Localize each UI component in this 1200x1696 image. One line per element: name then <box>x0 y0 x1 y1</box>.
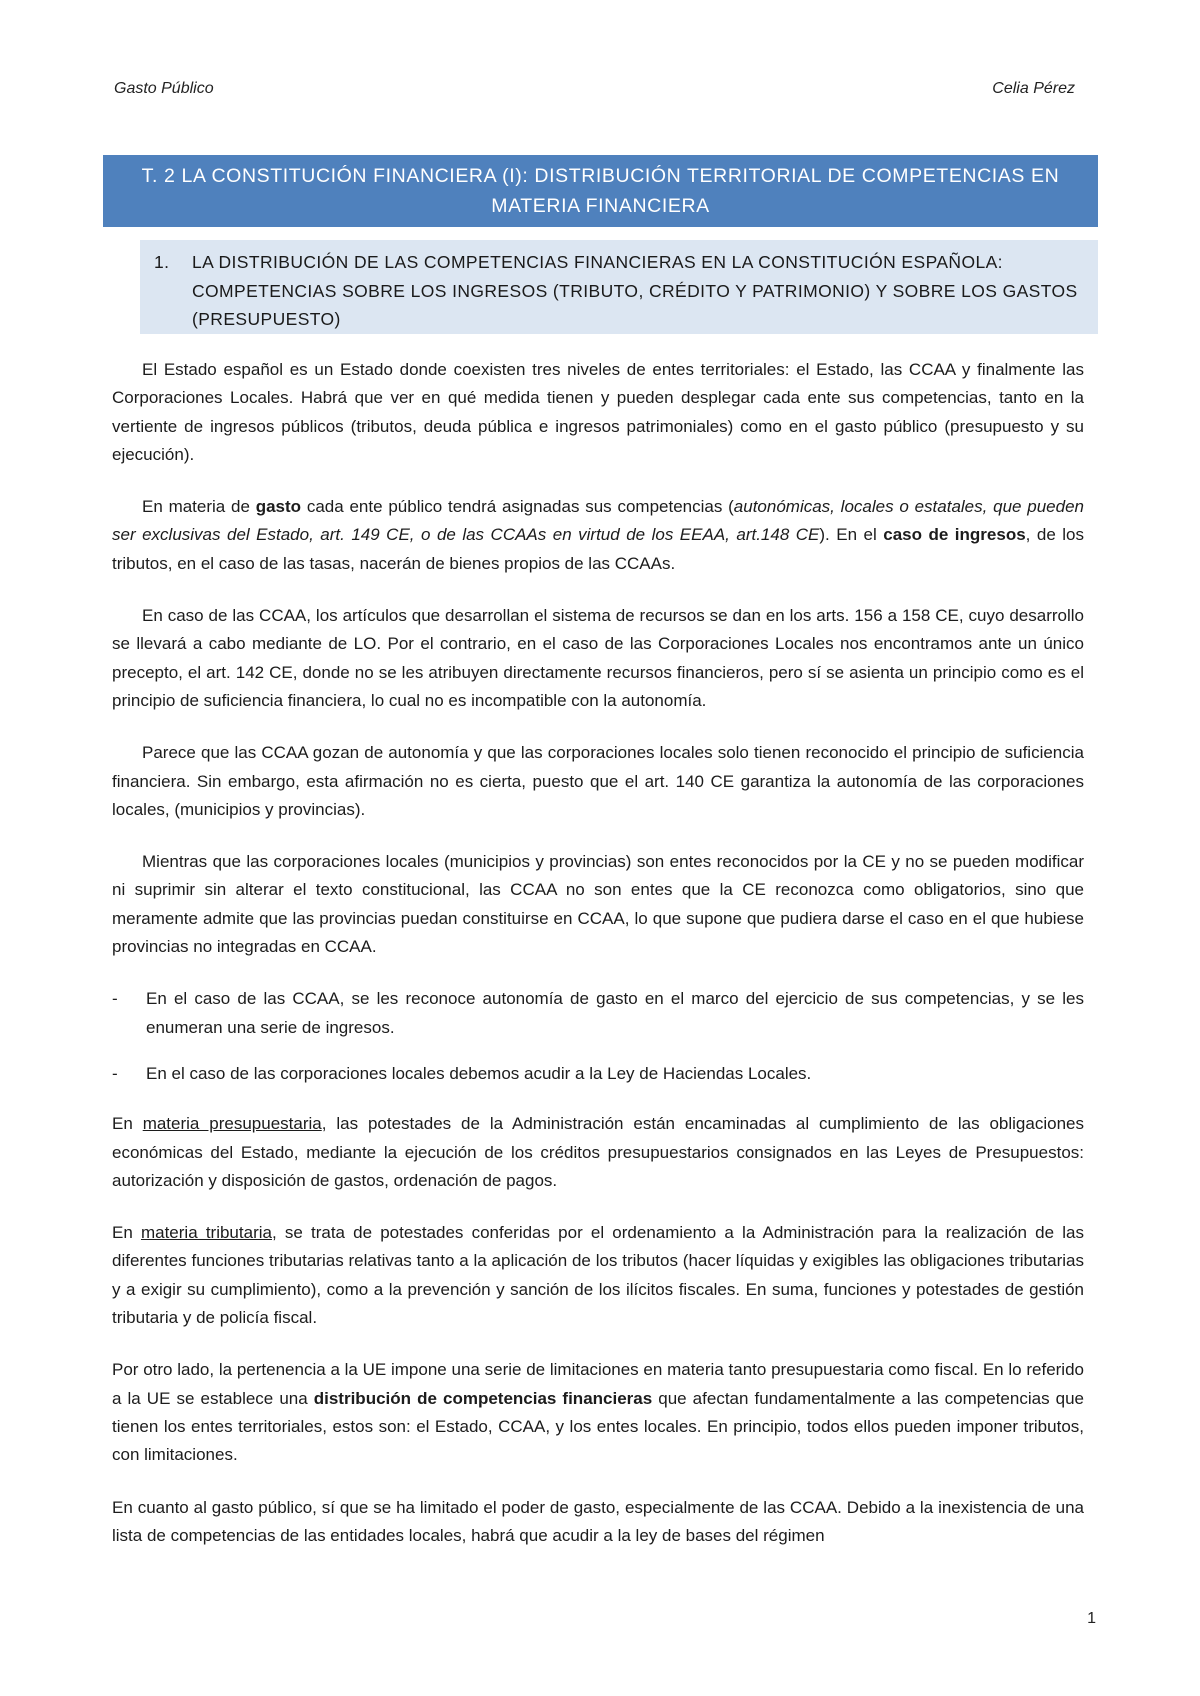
list-item-text: En el caso de las CCAA, se les reconoce autonomía de gasto en el marco del ejercicio de sus competencias, y se les enumeran una serie de ingresos. <box>146 989 1084 1037</box>
header-left: Gasto Público <box>114 80 214 97</box>
document-body <box>112 356 1084 1574</box>
text-run: que afectan fundamentalmente a las competencias que tienen los entes territoriales, estos son: el Estado, CCAA, y los entes locales. En principio, todos ellos pueden imponer tributos, con limitaciones. <box>112 1388 1084 1465</box>
text-run: En <box>112 1223 141 1243</box>
underlined-run: materia presupuestaria <box>142 1114 322 1134</box>
text-run: cada ente público tendrá asignadas sus competencias ( <box>301 497 734 517</box>
paragraph: En cuanto al gasto público, sí que se ha limitado el poder de gasto, especialmente de las CCAA. Debido a la inexistencia de una lista de competencias de las entidades locales, habrá que acudir a la ley de bases del régimen <box>112 1497 1084 1545</box>
paragraph: El Estado español es un Estado donde coexisten tres niveles de entes territoriales: el Estado, las CCAA y finalmente las Corporaciones Locales. Habrá que ver en qué medida tienen y pueden desplegar cada ente sus competencias, tanto en la vertiente de ingresos públicos (tributos, deuda pública e ingresos patrimoniales) como en el gasto público (presupuesto y su ejecución). <box>112 360 1084 464</box>
text-run: , las potestades de la Administración están encaminadas al cumplimiento de las obligaciones económicas del Estado, mediante la ejecución de los créditos presupuestarios consignados en las Leyes de Presupuestos: autorización y disposición de gastos, ordenación de pagos. <box>112 1114 1084 1190</box>
chapter-title-text: T. 2 LA CONSTITUCIÓN FINANCIERA (I): DISTRIBUCIÓN TERRITORIAL DE COMPETENCIAS EN MATERIA FINANCIERA <box>141 165 1060 217</box>
paragraph <box>112 493 1084 578</box>
list-item-text: En el caso de las corporaciones locales debemos acudir a la Ley de Haciendas Locales. <box>146 1063 812 1083</box>
paragraph <box>112 1356 1084 1469</box>
paragraph: Parece que las CCAA gozan de autonomía y que las corporaciones locales solo tienen reconocido el principio de suficiencia financiera. Sin embargo, esta afirmación no es cierta, puesto que el art. 140 CE garantiza la autonomía de las corporaciones locales, (municipios y provincias). <box>112 743 1084 819</box>
text-run: En materia de <box>142 497 256 517</box>
header-right: Celia Pérez <box>992 80 1075 97</box>
paragraph: En caso de las CCAA, los artículos que desarrollan el sistema de recursos se dan en los arts. 156 a 158 CE, cuyo desarrollo se llevará a cabo mediante de LO. Por el contrario, en el caso de las Corporaciones Locales nos encontramos ante un único precepto, el art. 142 CE, donde no se les atribuyen directamente recursos financieros, pero sí se asienta un principio como es el principio de suficiencia financiera, lo cual no es incompatible con la autonomía. <box>112 606 1084 710</box>
bullet-dash: - <box>112 989 118 1009</box>
underlined-run: materia tributaria <box>140 1223 272 1243</box>
italic-run: autonómicas, locales o estatales, que pueden ser exclusivas del Estado, art. 149 CE, o de las CCAAs en virtud de los EEAA, art.148 CE <box>112 497 1084 545</box>
list-item <box>112 985 1084 1042</box>
paragraph <box>112 1219 1084 1332</box>
text-run: , se trata de potestades conferidas por el ordenamiento a la Administración para la realización de las diferentes funciones tributarias relativas tanto a la aplicación de los tributos (hacer líquidas y exigibles las obligaciones tributarias y a exigir su cumplimiento), como a la prevención y sanción de los ilícitos fiscales. En suma, funciones y potestades de gestión tributaria y de policía fiscal. <box>112 1223 1084 1328</box>
text-run: , de los tributos, en el caso de las tasas, nacerán de bienes propios de las CCAAs. <box>112 525 1084 573</box>
text-run: En <box>112 1114 143 1134</box>
section-number: 1. <box>154 252 170 272</box>
paragraph: Mientras que las corporaciones locales (municipios y provincias) son entes reconocidos por la CE y no se pueden modificar ni suprimir sin alterar el texto constitucional, las CCAA no son entes que la CE reconozca como obligatorios, sino que meramente admite que las provincias puedan constituirse en CCAA, lo que supone que pudiera darse el caso en el que hubiese provincias no integradas en CCAA. <box>112 852 1084 957</box>
list-item <box>112 1060 1084 1088</box>
section-heading-text: LA DISTRIBUCIÓN DE LAS COMPETENCIAS FINANCIERAS EN LA CONSTITUCIÓN ESPAÑOLA: COMPETENCIAS SOBRE LOS INGRESOS (TRIBUTO, CRÉDITO Y PATRIMONIO) Y SOBRE LOS GASTOS (PRESUPUESTO) <box>192 252 1078 329</box>
section-heading <box>140 240 1098 334</box>
bold-run: distribución de competencias financieras <box>313 1388 653 1408</box>
text-run: Por otro lado, la pertenencia a la UE impone una serie de limitaciones en materia tanto presupuestaria como fiscal. En lo referido a la UE se establece una <box>112 1360 1084 1408</box>
page-number: 1 <box>1087 1610 1096 1627</box>
text-run: ). En el <box>819 525 884 545</box>
bold-run: gasto <box>255 497 302 517</box>
paragraph <box>112 1110 1084 1195</box>
chapter-title <box>103 155 1098 227</box>
bold-run: caso de ingresos <box>883 525 1026 545</box>
bullet-dash: - <box>112 1063 118 1083</box>
